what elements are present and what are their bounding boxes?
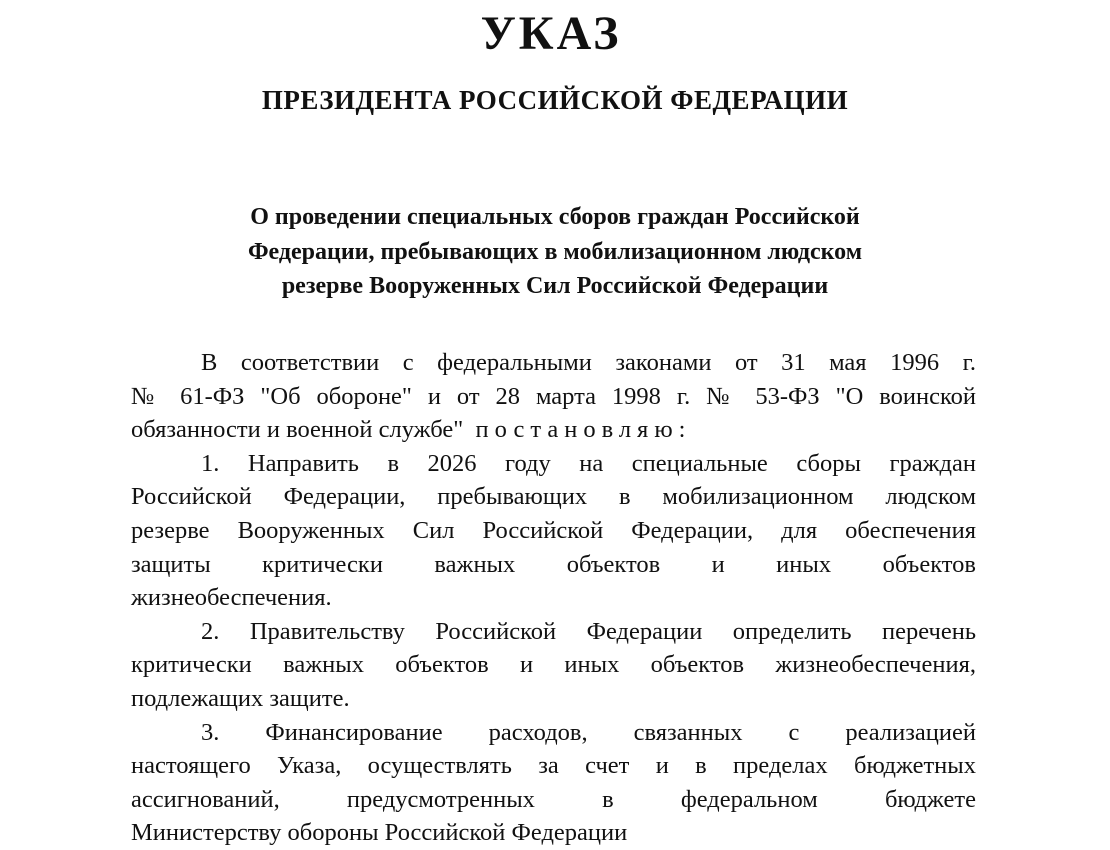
text-line: В соответствии с федеральными законами от 31 мая 1996 г.	[201, 349, 976, 376]
text-line: настоящего Указа, осуществлять за счет и в пределах бюджетных	[131, 752, 976, 780]
heading-line: О проведении специальных сборов граждан Российской	[250, 204, 860, 230]
decree-body	[131, 346, 976, 850]
document-title: УКАЗ	[480, 7, 622, 60]
text-line: подлежащих защите.	[131, 684, 350, 712]
text-line	[131, 413, 976, 447]
text-line: № 61-ФЗ "Об обороне" и от 28 марта 1998 г. № 53-ФЗ "О воинской	[131, 382, 976, 410]
text-line: жизнеобеспечения.	[131, 584, 332, 612]
text-line: 2. Правительству Российской Федерации определить перечень	[201, 617, 976, 645]
heading-line: Федерации, пребывающих в мобилизационном людском	[247, 238, 863, 265]
preamble-paragraph	[131, 346, 976, 447]
text-line: критически важных объектов и иных объектов жизнеобеспечения,	[131, 651, 976, 679]
text-line: Российской Федерации, пребывающих в мобилизационном людском	[131, 483, 976, 511]
text-line: ассигнований, предусмотренных в федеральном бюджете	[131, 785, 976, 813]
item-2-paragraph	[131, 615, 976, 716]
text-run: обязанности и военной службе"	[131, 416, 464, 444]
text-line: резерве Вооруженных Сил Российской Федерации, для обеспечения	[131, 516, 976, 544]
heading-line: резерве Вооруженных Сил Российской Федерации	[281, 273, 829, 299]
text-line: 3. Финансирование расходов, связанных с реализацией	[201, 718, 976, 746]
text-line: защиты критически важных объектов и иных объектов	[131, 550, 976, 578]
item-3-paragraph	[131, 716, 976, 850]
decree-verb: постановляю:	[475, 416, 692, 444]
decree-heading	[140, 200, 970, 304]
text-line: 1. Направить в 2026 году на специальные сборы граждан	[201, 449, 976, 477]
item-1-paragraph	[131, 447, 976, 615]
text-line: Министерству обороны Российской Федерации	[131, 819, 628, 847]
document-subtitle: ПРЕЗИДЕНТА РОССИЙСКОЙ ФЕДЕРАЦИИ	[261, 85, 849, 115]
